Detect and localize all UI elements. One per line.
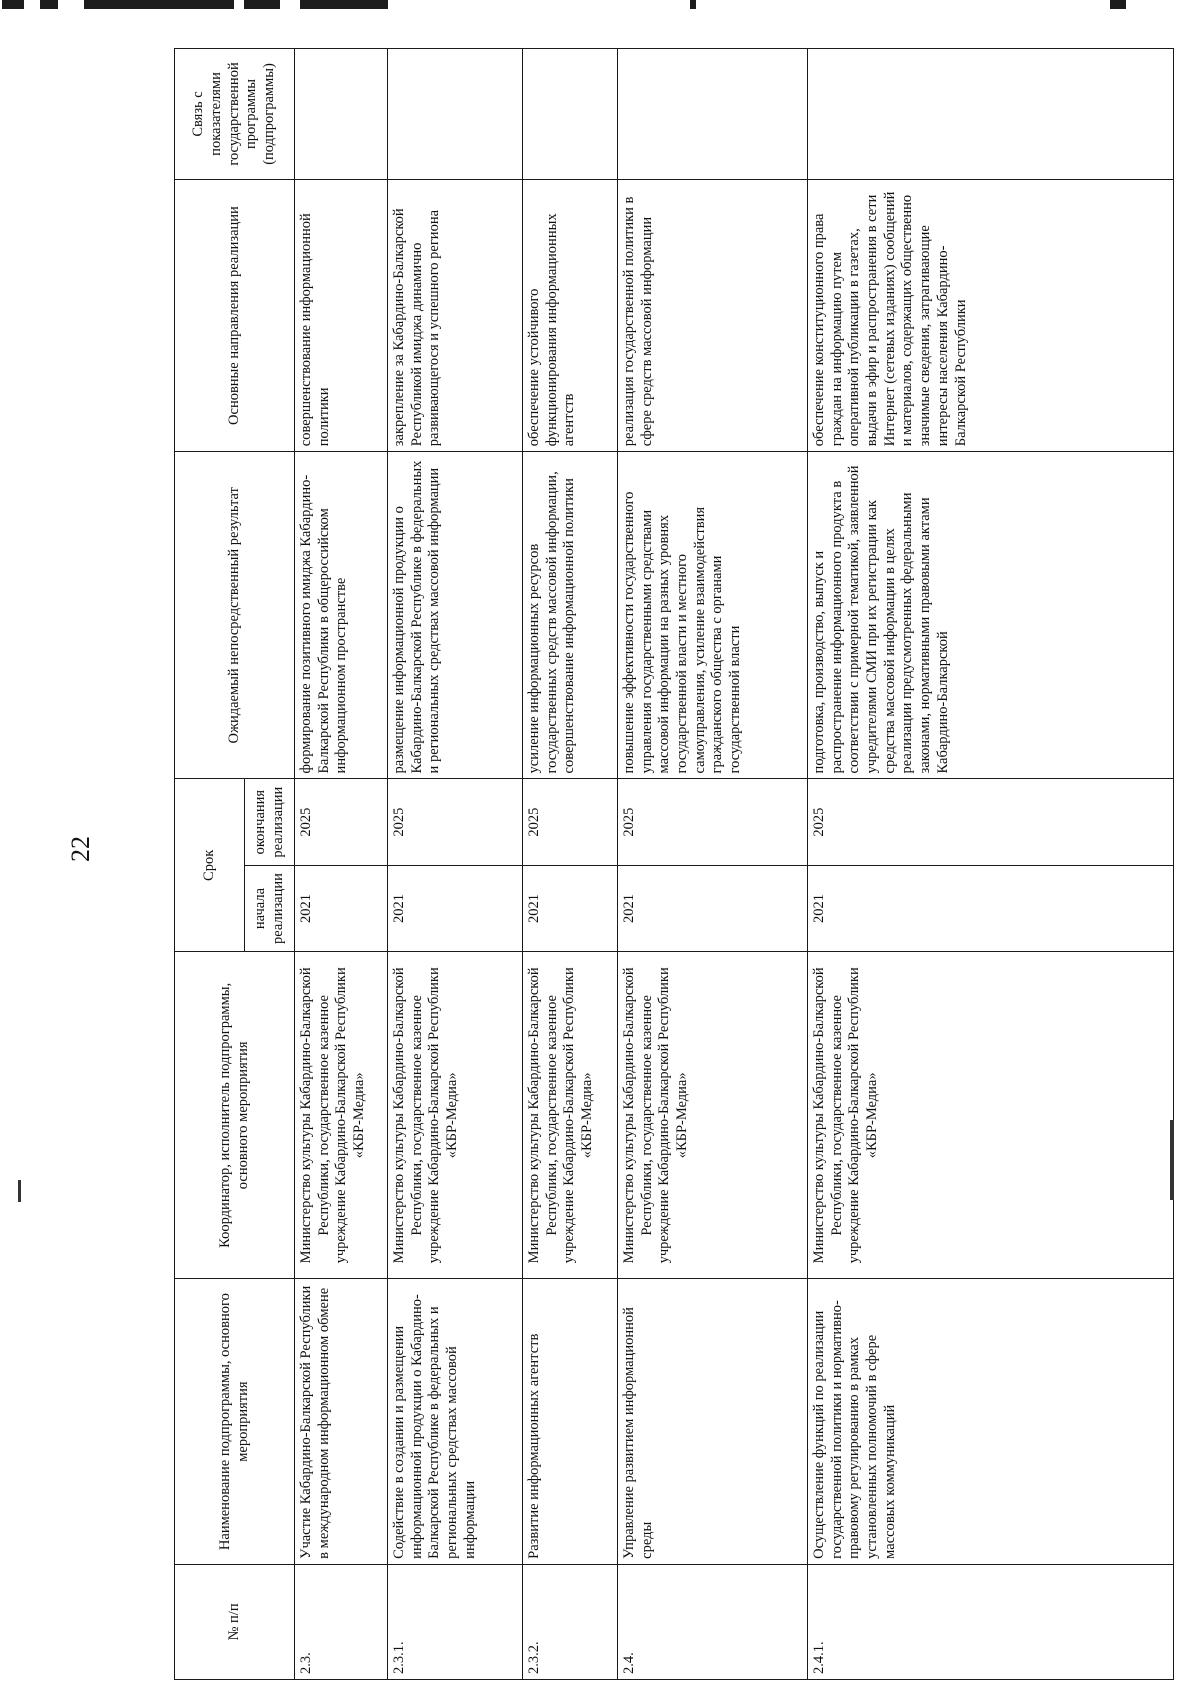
header-directions: Основные направления реализации	[175, 179, 295, 451]
cell-no: 2.3.	[295, 1564, 388, 1679]
cell-link	[618, 49, 808, 180]
cell-start: 2021	[808, 865, 1174, 951]
cell-name: Управление развитием информационной среды	[618, 1279, 808, 1564]
cell-result: повышение эффективности государственного управления государственными средствами массовой информации на разных уровнях государственной власти и местного самоуправления, усиление взаимодействия гражданского общества с органами государственной власти	[618, 452, 808, 779]
cell-coordinator: Министерство культуры Кабардино-Балкарской Республики, государственное казенное учреждение Кабардино-Балкарской Республики «КБР-Медиа»	[388, 952, 523, 1279]
cell-directions: обеспечение конституционного права граждан на информацию путем оперативной публикации в газетах, выдачи в эфир и распространения в сети Интернет (сетевых изданиях) сообщений и материалов, содержащих общественно значимые сведения, затрагивающие интересы населения Кабардино-Балкарской Республики	[808, 179, 1174, 451]
cell-name: Участие Кабардино-Балкарской Республики в международном информационном обмене	[295, 1279, 388, 1564]
table-row	[618, 49, 808, 1680]
table-row	[808, 49, 1174, 1680]
program-table	[174, 48, 1174, 1680]
cell-result: размещение информационной продукции о Кабардино-Балкарской Республике в федеральных и региональных средствах массовой информации	[388, 452, 523, 779]
cell-end: 2025	[808, 779, 1174, 865]
cell-directions: совершенствование информационной политики	[295, 179, 388, 451]
cell-end: 2025	[523, 779, 618, 865]
cell-coordinator: Министерство культуры Кабардино-Балкарской Республики, государственное казенное учреждение Кабардино-Балкарской Республики «КБР-Медиа»	[808, 952, 1174, 1279]
page-number: 22	[66, 836, 95, 862]
cell-end: 2025	[388, 779, 523, 865]
cell-directions: закрепление за Кабардино-Балкарской Республикой имиджа динамично развивающегося и успешного региона	[388, 179, 523, 451]
cell-no: 2.4.	[618, 1564, 808, 1679]
cell-result: формирование позитивного имиджа Кабардино-Балкарской Республики в общероссийском информационном пространстве	[295, 452, 388, 779]
cell-link	[388, 49, 523, 180]
header-no: № п/п	[175, 1564, 295, 1679]
cell-directions: реализация государственной политики в сфере средств массовой информации	[618, 179, 808, 451]
cell-coordinator: Министерство культуры Кабардино-Балкарской Республики, государственное казенное учреждение Кабардино-Балкарской Республики «КБР-Медиа»	[523, 952, 618, 1279]
cell-link	[295, 49, 388, 180]
header-term: Срок	[175, 779, 245, 952]
table-row	[295, 49, 388, 1680]
cell-start: 2021	[618, 865, 808, 951]
cell-name: Осуществление функций по реализации государственной политики и нормативно-правовому регулированию в рамках установленных полномочий в сфере массовых коммуникаций	[808, 1279, 1174, 1564]
cell-start: 2021	[523, 865, 618, 951]
cell-result: подготовка, производство, выпуск и распространение информационного продукта в соответствии с примерной тематикой, заявленной учредителями СМИ при их регистрации как средства массовой информации в целях реализации предусмотренных федеральными законами, нормативными правовыми актами Кабардино-Балкарской	[808, 452, 1174, 779]
cell-name: Развитие информационных агентств	[523, 1279, 618, 1564]
table-row	[523, 49, 618, 1680]
scan-mark	[1170, 1120, 1174, 1200]
cell-coordinator: Министерство культуры Кабардино-Балкарской Республики, государственное казенное учреждение Кабардино-Балкарской Республики «КБР-Медиа»	[618, 952, 808, 1279]
cell-end: 2025	[295, 779, 388, 865]
cell-no: 2.3.2.	[523, 1564, 618, 1679]
table-row	[388, 49, 523, 1680]
header-coordinator: Координатор, исполнитель подпрограммы, основного мероприятия	[175, 952, 295, 1279]
cell-directions: обеспечение устойчивого функционирования информационных агентств	[523, 179, 618, 451]
cell-link	[808, 49, 1174, 180]
cell-no: 2.4.1.	[808, 1564, 1174, 1679]
header-link: Связь с показателями государственной программы (подпрограммы)	[175, 49, 295, 180]
cell-start: 2021	[295, 865, 388, 951]
scan-artifacts	[0, 0, 1200, 16]
cell-end: 2025	[618, 779, 808, 865]
cell-result: усиление информационных ресурсов государственных средств массовой информации, совершенствование информационной политики	[523, 452, 618, 779]
cell-coordinator: Министерство культуры Кабардино-Балкарской Республики, государственное казенное учреждение Кабардино-Балкарской Республики «КБР-Медиа»	[295, 952, 388, 1279]
scan-mark	[18, 1180, 21, 1202]
header-result: Ожидаемый непосредственный результат	[175, 452, 295, 779]
cell-no: 2.3.1.	[388, 1564, 523, 1679]
cell-name: Содействие в создании и размещении информационной продукции о Кабардино-Балкарской Республике в федеральных и региональных средствах массовой информации	[388, 1279, 523, 1564]
header-term-end: окончания реализации	[245, 779, 295, 865]
header-term-start: начала реализации	[245, 865, 295, 951]
cell-start: 2021	[388, 865, 523, 951]
header-name: Наименование подпрограммы, основного мероприятия	[175, 1279, 295, 1564]
cell-link	[523, 49, 618, 180]
rotated-table-container	[174, 48, 1174, 1680]
